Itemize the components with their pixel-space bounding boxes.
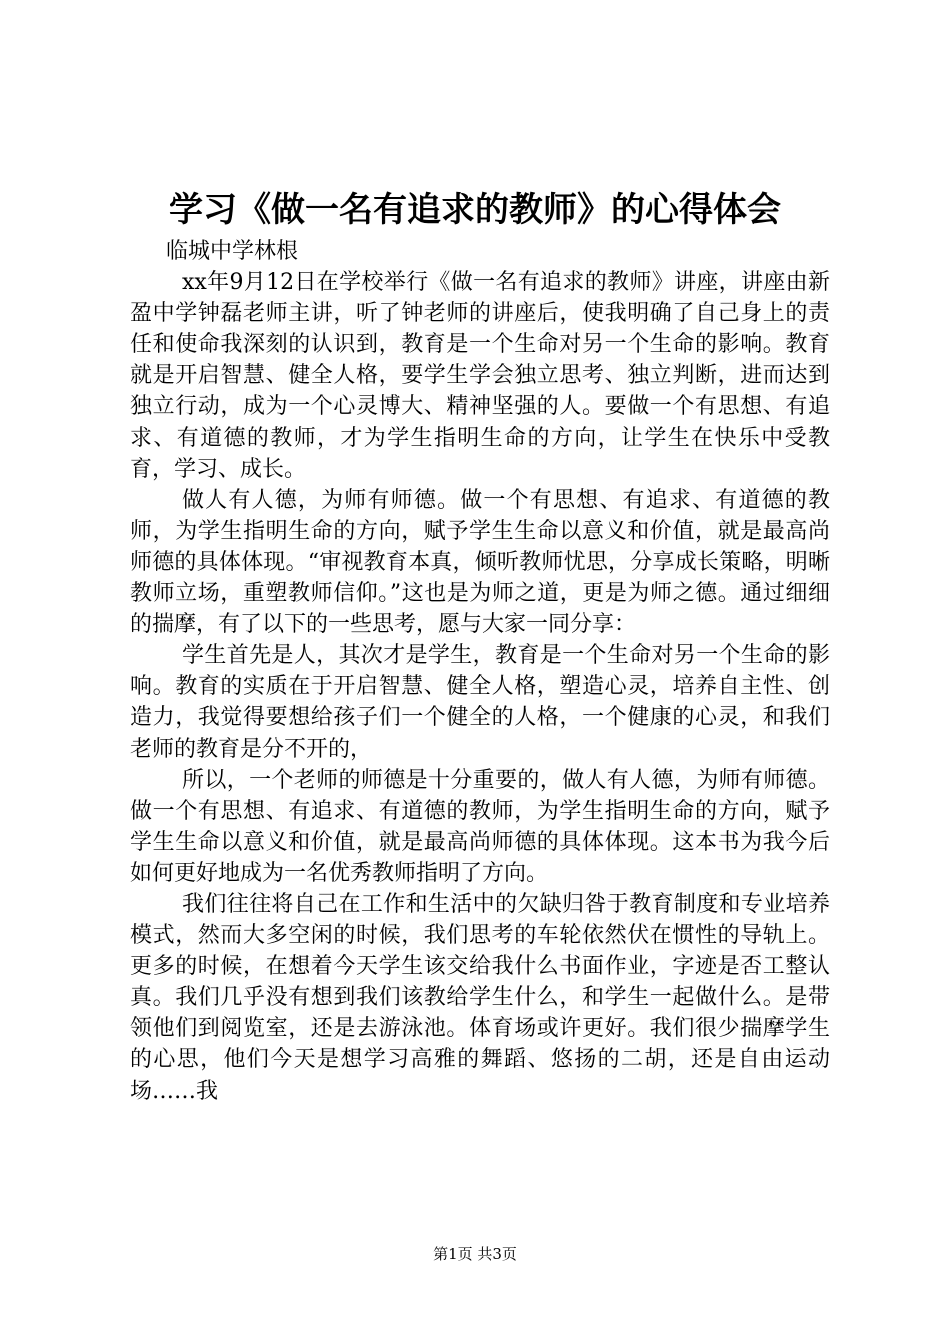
paragraph: 做人有人德，为师有师德。做一个有思想、有追求、有道德的教师，为学生指明生命的方向，赋予学生生命以意义和价值，就是最高尚师德的具体体现。“审视教育本真，倾听教师忧思，分享成长策略，明晰教师立场，重塑教师信仰。”这也是为师之道，更是为师之德。通过细细的揣摩，有了以下的一些思考，愿与大家一同分享： — [130, 487, 830, 638]
paragraph: xx年9月12日在学校举行《做一名有追求的教师》讲座，讲座由新盈中学钟磊老师主讲，听了钟老师的讲座后，使我明确了自己身上的责任和使命我深刻的认识到，教育是一个生命对另一个生命的影响。教育就是开启智慧、健全人格，要学生学会独立思考、独立判断，进而达到独立行动，成为一个心灵博大、精神坚强的人。要做一个有思想、有追求、有道德的教师，才为学生指明生命的方向，让学生在快乐中受教育，学习、成长。 — [130, 270, 830, 482]
document-title: 学习《做一名有追求的教师》的心得体会 — [169, 190, 781, 230]
document-body — [130, 236, 830, 1107]
page-footer: 第1页 共3页 — [433, 1245, 517, 1263]
paragraph: 学生首先是人，其次才是学生，教育是一个生命对另一个生命的影响。教育的实质在于开启智慧、健全人格，塑造心灵，培养自主性、创造力，我觉得要想给孩子们一个健全的人格，一个健康的心灵，和我们老师的教育是分不开的， — [130, 643, 830, 762]
author-line: 临城中学林根 — [166, 239, 299, 264]
paragraph: 所以，一个老师的师德是十分重要的，做人有人德，为师有师德。做一个有思想、有追求、有道德的教师，为学生指明生命的方向，赋予学生生命以意义和价值，就是最高尚师德的具体体现。这本书为我今后如何更好地成为一名优秀教师指明了方向。 — [130, 767, 830, 886]
paragraph: 我们往往将自己在工作和生活中的欠缺归咎于教育制度和专业培养模式，然而大多空闲的时候，我们思考的车轮依然伏在惯性的导轨上。更多的时候，在想着今天学生该交给我什么书面作业，字迹是否工整认真。我们几乎没有想到我们该教给学生什么，和学生一起做什么。是带领他们到阅览室，还是去游泳池。体育场或许更好。我们很少揣摩学生的心思，他们今天是想学习高雅的舞蹈、悠扬的二胡，还是自由运动场……我 — [130, 891, 830, 1104]
